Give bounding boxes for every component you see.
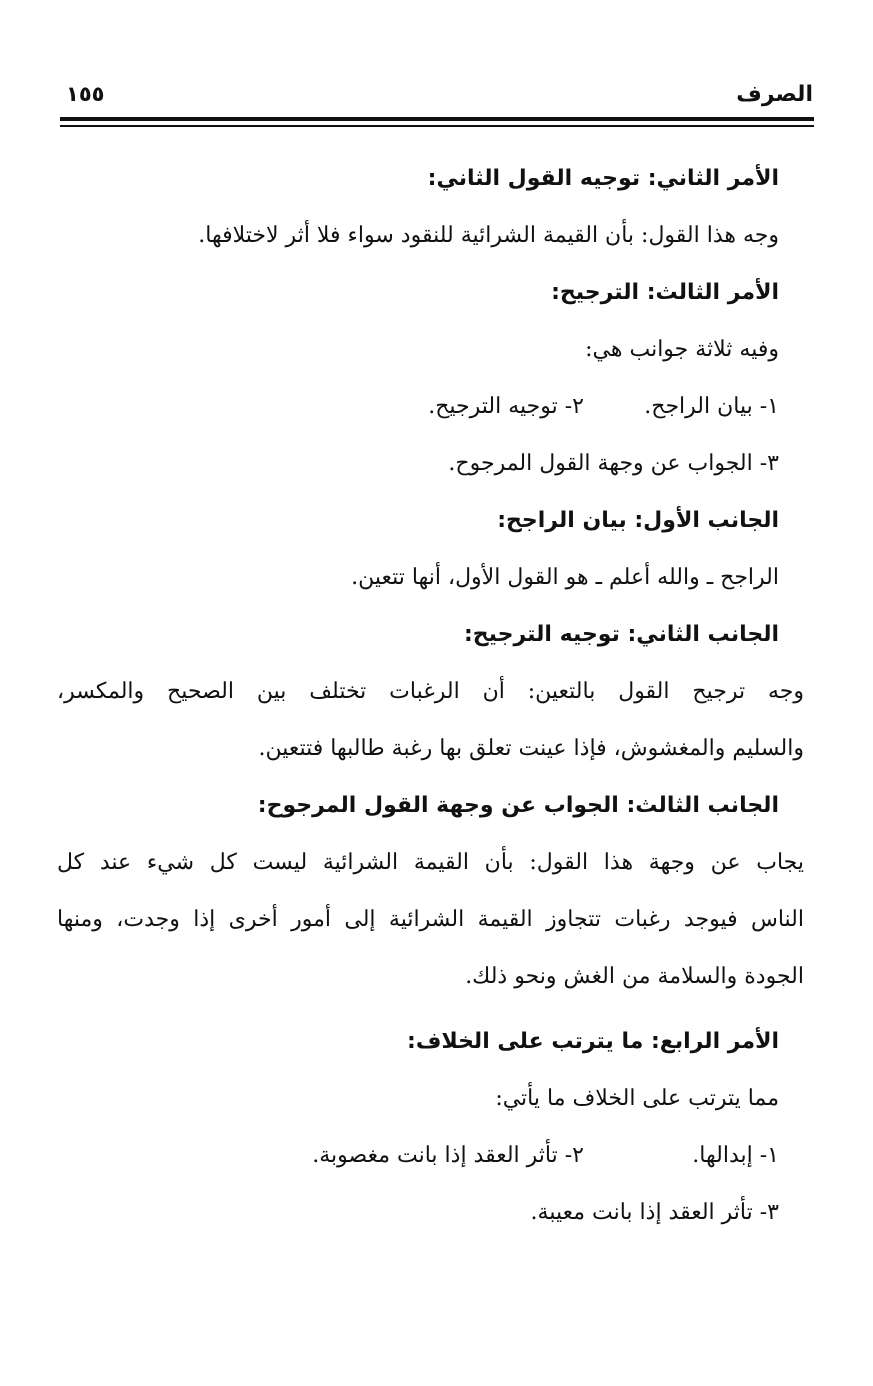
heading-amr-3: الأمر الثالث: الترجيح: [551, 280, 779, 305]
list-aspects-row [57, 378, 779, 435]
list-consequences-item-3: ٣- تأثر العقد إذا بانت معيبة. [530, 1200, 779, 1225]
paragraph-janib-1: الراجح ـ والله أعلم ـ هو القول الأول، أنها تتعين. [351, 565, 779, 590]
list-aspects-item-3: ٣- الجواب عن وجهة القول المرجوح. [448, 451, 779, 476]
heading-janib-2: الجانب الثاني: توجيه الترجيح: [464, 622, 779, 647]
running-header [60, 82, 813, 112]
page-number: ١٥٥ [66, 82, 105, 106]
page-body [57, 150, 804, 1241]
list-consequences-item-2: ٢- تأثر العقد إذا بانت مغصوبة. [312, 1143, 584, 1168]
heading-amr-2: الأمر الثاني: توجيه القول الثاني: [427, 166, 779, 191]
paragraph-janib-2-line-1: وجه ترجيح القول بالتعين: أن الرغبات تختلف بين الصحيح والمكسر، [57, 679, 804, 704]
header-rule-thick [60, 117, 814, 121]
list-consequences-row [57, 1127, 779, 1184]
paragraph-janib-3-line-3: الجودة والسلامة من الغش ونحو ذلك. [465, 964, 804, 989]
paragraph-amr-3-intro: وفيه ثلاثة جوانب هي: [585, 337, 779, 362]
paragraph-janib-2-line-2: والسليم والمغشوش، فإذا عينت تعلق بها رغبة طالبها فتتعين. [258, 736, 804, 761]
list-consequences-item-1: ١- إبدالها. [692, 1143, 779, 1168]
heading-janib-3: الجانب الثالث: الجواب عن وجهة القول المرجوح: [257, 793, 779, 818]
list-aspects-item-1: ١- بيان الراجح. [644, 394, 779, 419]
paragraph-amr-2: وجه هذا القول: بأن القيمة الشرائية للنقود سواء فلا أثر لاختلافها. [198, 223, 779, 248]
spacer [57, 1005, 779, 1013]
running-header-title: الصرف [736, 82, 813, 107]
header-rule-thin [60, 125, 814, 127]
heading-amr-4: الأمر الرابع: ما يترتب على الخلاف: [407, 1029, 779, 1054]
heading-janib-1: الجانب الأول: بيان الراجح: [497, 508, 779, 533]
paragraph-amr-4-intro: مما يترتب على الخلاف ما يأتي: [495, 1086, 779, 1111]
paragraph-janib-3-line-2: الناس فيوجد رغبات تتجاوز القيمة الشرائية إلى أمور أخرى إذا وجدت، ومنها [57, 907, 804, 932]
list-aspects-item-2: ٢- توجيه الترجيح. [428, 394, 584, 419]
paragraph-janib-3-line-1: يجاب عن وجهة هذا القول: بأن القيمة الشرائية ليست كل شيء عند كل [57, 850, 804, 875]
